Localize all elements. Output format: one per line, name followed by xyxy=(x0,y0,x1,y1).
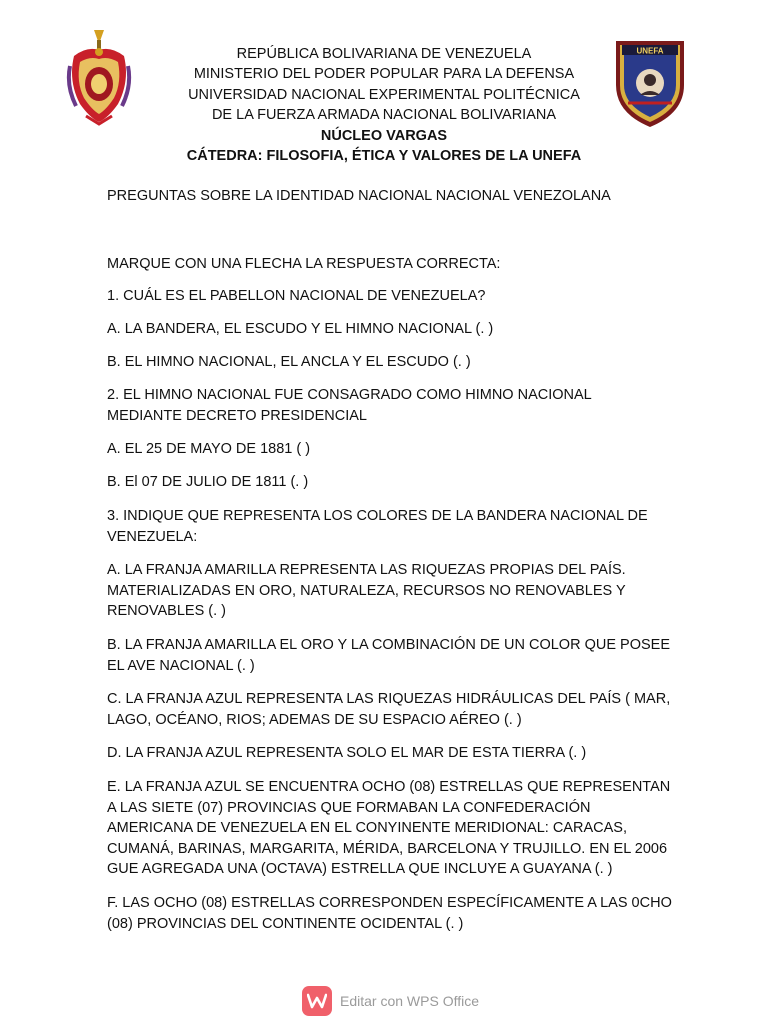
instruction-text: MARQUE CON UNA FLECHA LA RESPUESTA CORRECTA: xyxy=(107,256,501,272)
q3-option-a-line-2: MATERIALIZADAS EN ORO, NATURALEZA, RECURSOS NO RENOVABLES Y xyxy=(107,582,626,599)
military-crest-logo xyxy=(66,26,132,126)
q3-option-f-line-1: F. LAS OCHO (08) ESTRELLAS CORRESPONDEN ESPECÍFICAMENTE A LAS 0CHO xyxy=(107,895,672,911)
q3-option-e-line-5: GUE AGREGADA UNA (OCTAVA) ESTRELLA QUE INCLUYE A GUAYANA (. ) xyxy=(107,861,613,877)
question-1: 1. CUÁL ES EL PABELLON NACIONAL DE VENEZUELA? xyxy=(107,288,486,304)
q3-option-b-line-2: EL AVE NACIONAL (. ) xyxy=(107,657,255,674)
question-3-line-1: 3. INDIQUE QUE REPRESENTA LOS COLORES DE LA BANDERA NACIONAL DE xyxy=(107,508,648,524)
q1-option-a: A. LA BANDERA, EL ESCUDO Y EL HIMNO NACIONAL (. ) xyxy=(107,321,494,337)
q3-option-a-line-1: A. LA FRANJA AMARILLA REPRESENTA LAS RIQUEZAS PROPIAS DEL PAÍS. xyxy=(107,562,626,578)
wps-office-icon[interactable] xyxy=(302,986,332,1016)
wps-edit-text[interactable]: Editar con WPS Office xyxy=(340,993,480,1009)
institution-header xyxy=(150,44,618,166)
q3-option-e-line-1: E. LA FRANJA AZUL SE ENCUENTRA OCHO (08) ESTRELLAS QUE REPRESENTAN xyxy=(107,779,671,795)
question-2-line-1: 2. EL HIMNO NACIONAL FUE CONSAGRADO COMO HIMNO NACIONAL xyxy=(107,387,592,403)
header-line-nucleus: NÚCLEO VARGAS xyxy=(320,127,448,144)
q3-option-c-line-1: C. LA FRANJA AZUL REPRESENTA LAS RIQUEZAS HIDRÁULICAS DEL PAÍS ( MAR, xyxy=(107,691,671,707)
q3-option-e-line-3: AMERICANA DE VENEZUELA EN EL CONYINENTE MERIDIONAL: CARACAS, xyxy=(107,820,627,836)
q3-option-c-line-2: LAGO, OCÉANO, RIOS; ADEMAS DE SU ESPACIO AÉREO (. ) xyxy=(107,711,522,728)
q3-option-d: D. LA FRANJA AZUL REPRESENTA SOLO EL MAR DE ESTA TIERRA (. ) xyxy=(107,745,587,761)
header-line-university: UNIVERSIDAD NACIONAL EXPERIMENTAL POLITÉCNICA xyxy=(188,86,580,103)
wps-w-letter-icon xyxy=(307,993,327,1009)
header-line-republic: REPÚBLICA BOLIVARIANA DE VENEZUELA xyxy=(236,46,532,62)
question-2-line-2: MEDIANTE DECRETO PRESIDENCIAL xyxy=(107,407,367,424)
q3-option-f-line-2: (08) PROVINCIAS DEL CONTINENTE OCIDENTAL (. ) xyxy=(107,915,464,932)
document-title: PREGUNTAS SOBRE LA IDENTIDAD NACIONAL NACIONAL VENEZOLANA xyxy=(107,188,611,204)
unefa-shield-logo xyxy=(612,33,688,129)
q3-option-e-line-2: A LAS SIETE (07) PROVINCIAS QUE FORMABAN LA CONFEDERACIÓN xyxy=(107,799,591,816)
header-line-chair: CÁTEDRA: FILOSOFIA, ÉTICA Y VALORES DE LA UNEFA xyxy=(186,148,582,165)
q2-option-b: B. El 07 DE JULIO DE 1811 (. ) xyxy=(107,474,309,490)
unefa-logo-text: UNEFA xyxy=(636,46,664,56)
q1-option-b: B. EL HIMNO NACIONAL, EL ANCLA Y EL ESCUDO (. ) xyxy=(107,354,471,370)
question-3-line-2: VENEZUELA: xyxy=(107,528,198,545)
q3-option-a-line-3: RENOVABLES (. ) xyxy=(107,603,226,619)
wps-edit-banner[interactable] xyxy=(302,985,479,1017)
q2-option-a: A. EL 25 DE MAYO DE 1881 ( ) xyxy=(107,441,311,457)
q3-option-e-line-4: CUMANÁ, BARINAS, MARGARITA, MÉRIDA, BARCELONA Y TRUJILLO. EN EL 2006 xyxy=(107,840,668,857)
header-line-ministry: MINISTERIO DEL PODER POPULAR PARA LA DEFENSA xyxy=(193,66,575,83)
q3-option-b-line-1: B. LA FRANJA AMARILLA EL ORO Y LA COMBINACIÓN DE UN COLOR QUE POSEE xyxy=(107,637,670,653)
header-line-armed-force: DE LA FUERZA ARMADA NACIONAL BOLIVARIANA xyxy=(211,107,557,124)
